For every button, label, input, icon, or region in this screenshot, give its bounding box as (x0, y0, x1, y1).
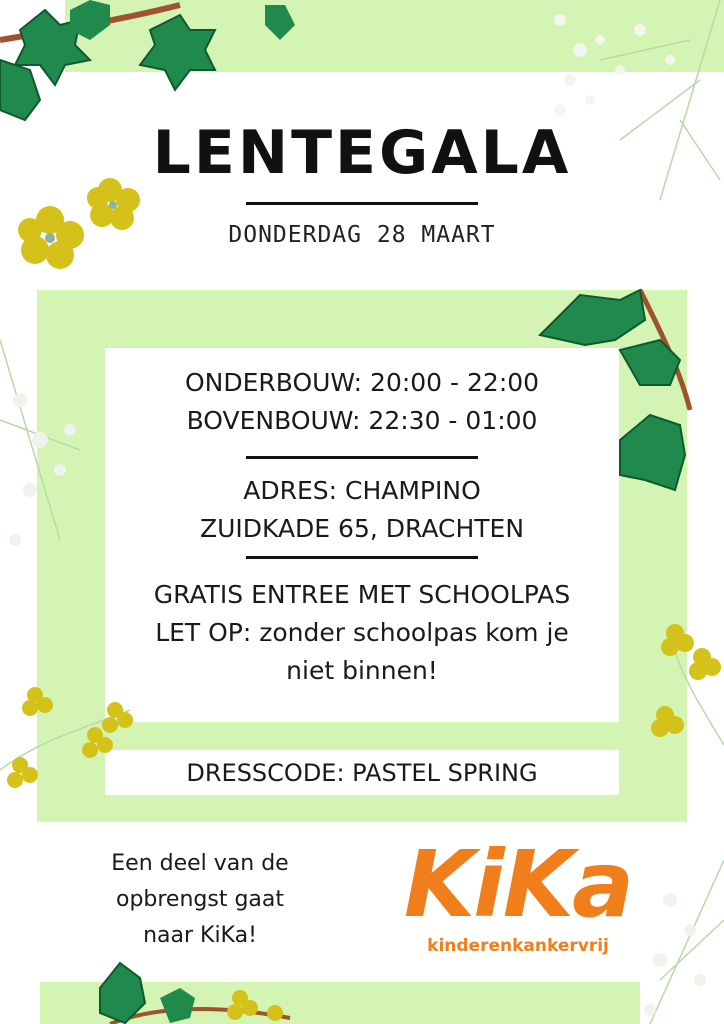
kika-logo-word: KiKa (403, 831, 633, 938)
page-title: LENTEGALA (152, 118, 572, 188)
title-divider (246, 202, 478, 205)
divider-1 (246, 456, 478, 459)
dresscode-text: DRESSCODE: PASTEL SPRING (186, 759, 538, 787)
ivy-bottom-icon (90, 958, 310, 1024)
divider-2 (246, 556, 478, 559)
babys-breath-left-icon (0, 340, 100, 570)
time-onderbouw: ONDERBOUW: 20:00 - 22:00 (184, 368, 540, 397)
yellow-flowers-right-icon (640, 615, 724, 745)
event-date: DONDERDAG 28 MAART (228, 222, 496, 248)
entry-line-2: LET OP: zonder schoolpas kom je (155, 618, 569, 647)
donation-line-3: naar KiKa! (143, 923, 257, 948)
times-block (105, 364, 619, 440)
kika-logo-tagline: kinderenkankervrij (427, 936, 609, 956)
donation-note (80, 846, 320, 954)
address-block (105, 472, 619, 548)
donation-line-1: Een deel van de (111, 851, 289, 876)
address-street: ZUIDKADE 65, DRACHTEN (199, 514, 525, 543)
babys-breath-bottom-right-icon (630, 860, 724, 1024)
entry-line-1: GRATIS ENTREE MET SCHOOLPAS (153, 580, 571, 609)
entry-block (105, 576, 619, 690)
time-bovenbouw: BOVENBOUW: 22:30 - 01:00 (186, 406, 538, 435)
entry-line-3: niet binnen! (286, 656, 438, 685)
address-venue: ADRES: CHAMPINO (243, 476, 481, 505)
donation-line-2: opbrengst gaat (115, 887, 285, 912)
kika-logo (398, 830, 638, 980)
